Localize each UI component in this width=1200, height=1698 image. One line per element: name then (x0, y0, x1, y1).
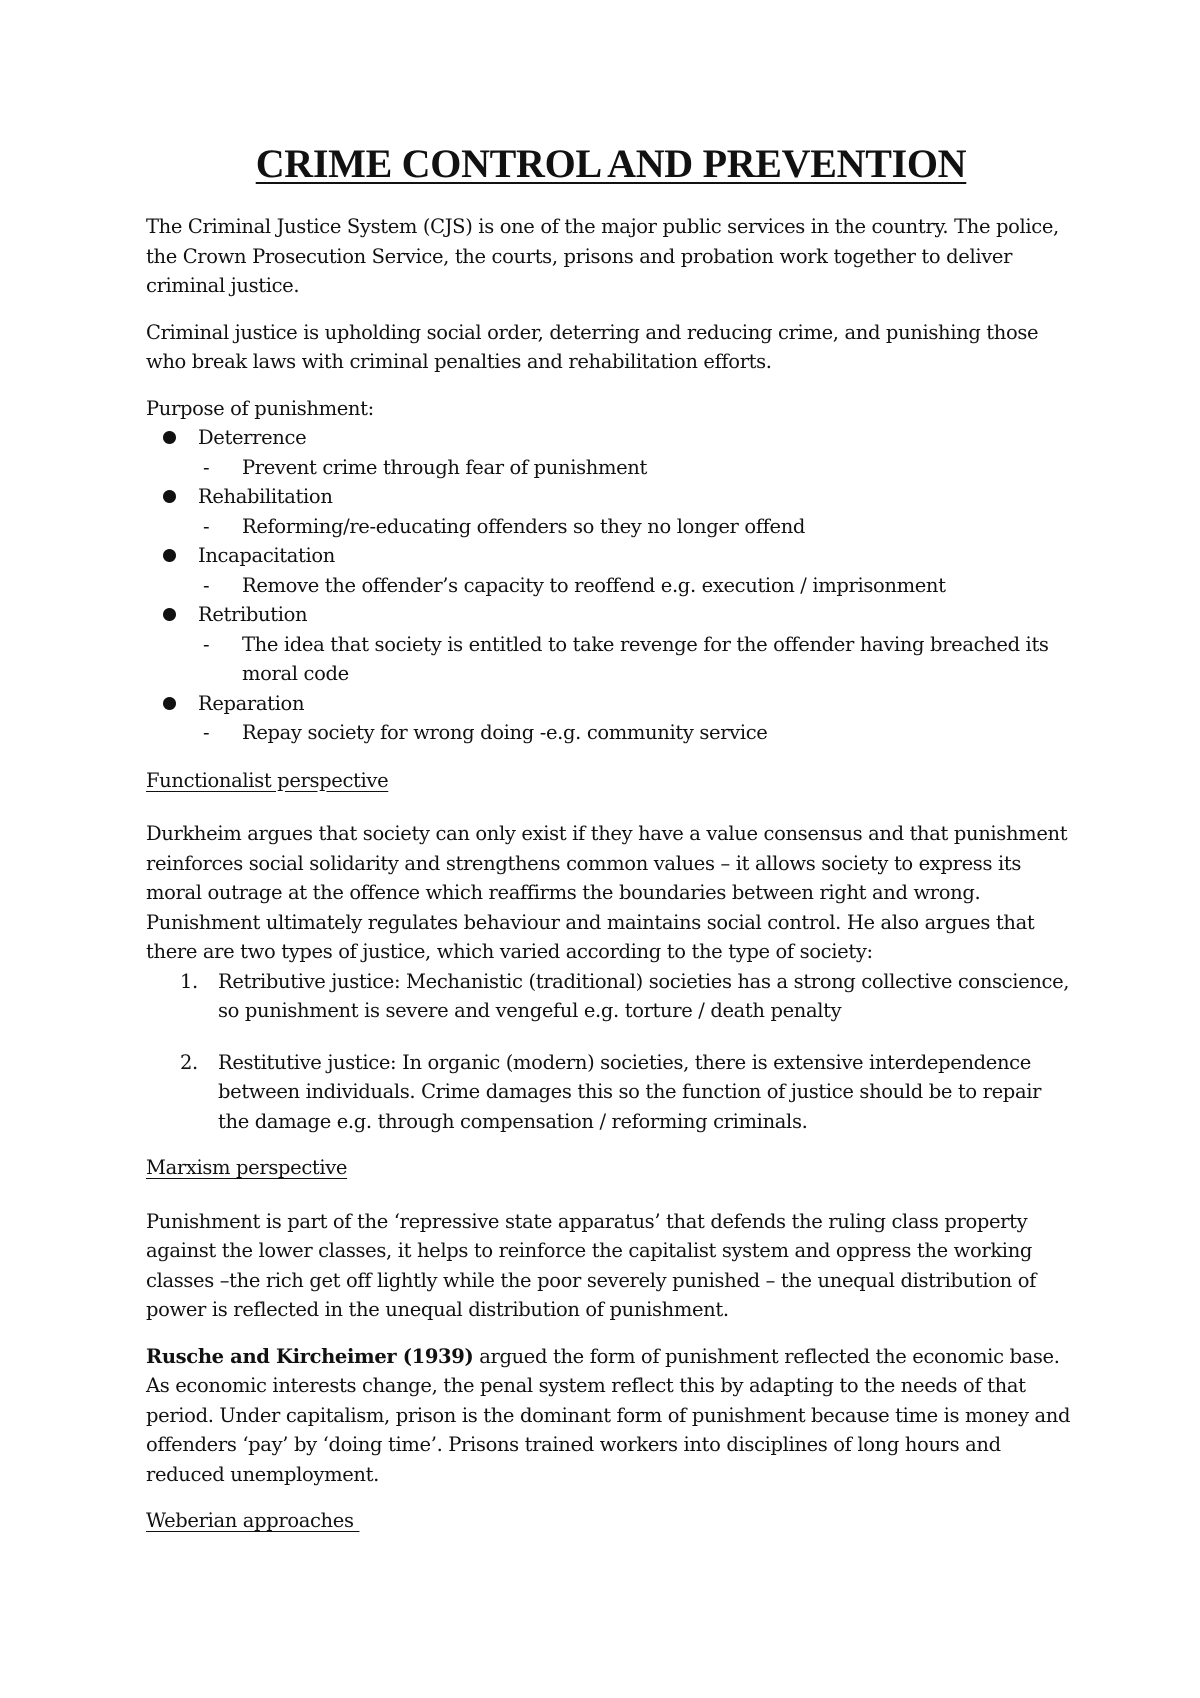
purpose-detail-text: Prevent crime through fear of punishment (242, 455, 647, 479)
purpose-item (146, 541, 1076, 600)
intro-paragraph-1: The Criminal Justice System (CJS) is one of the major public services in the country. The police, the Crown Prosecution Service, the courts, prisons and probation work together to deliver criminal justice. (146, 215, 1059, 297)
rusche-text: argued the form of punishment reflected the economic base. As economic interests change, the penal system reflect this by adapting to the needs of that period. Under capitalism, prison is the dominant form of punishment because time is money and offenders ‘pay’ by ‘doing time’. Prisons trained workers into disciplines of long hours and reduced unemployment. (146, 1344, 1071, 1486)
purpose-label: Incapacitation (198, 544, 336, 567)
purpose-detail-text: Reforming/re-educating offenders so they no longer offend (242, 514, 806, 538)
justice-type-text: Retributive justice: Mechanistic (traditional) societies has a strong collective conscience, so punishment is severe and vengeful e.g. torture / death penalty (218, 969, 1070, 1022)
purpose-detail (198, 512, 1076, 542)
bullet-dot-icon (163, 697, 176, 710)
functionalist-heading: Functionalist perspective (146, 768, 389, 792)
dash-marker: - (203, 721, 210, 744)
purposes-list (146, 423, 1076, 748)
justice-types-list (146, 967, 1076, 1137)
purpose-detail (198, 571, 1076, 601)
dash-marker: - (203, 632, 210, 656)
purpose-detail-text: Remove the offender’s capacity to reoffend e.g. execution / imprisonment (242, 573, 946, 597)
bullet-dot-icon (163, 490, 176, 503)
dash-marker: - (203, 573, 210, 597)
purpose-item (146, 600, 1076, 689)
marxism-paragraph: Punishment is part of the ‘repressive state apparatus’ that defends the ruling class property against the lower classes, it helps to reinforce the capitalist system and oppress the working classes –the rich get off lightly while the poor severely punished – the unequal distribution of power is reflected in the unequal distribution of punishment. (146, 1209, 1036, 1321)
justice-type-item (146, 967, 1076, 1026)
dash-marker: - (203, 514, 210, 538)
dash-marker: - (203, 455, 210, 479)
purpose-detail (198, 718, 1076, 748)
bullet-dot-icon (163, 431, 176, 444)
weberian-heading: Weberian approaches (146, 1509, 360, 1532)
document-title: CRIME CONTROL AND PREVENTION (255, 141, 967, 186)
document-page (146, 140, 1076, 1560)
purpose-item (146, 482, 1076, 541)
purpose-label: Purpose of punishment: (146, 396, 374, 420)
intro-paragraph-2: Criminal justice is upholding social order, deterring and reducing crime, and punishing those who break laws with criminal penalties and rehabilitation efforts. (146, 320, 1039, 373)
bullet-dot-icon (163, 549, 176, 562)
purpose-detail-text: Repay society for wrong doing -e.g. community service (242, 721, 768, 744)
rusche-citation: Rusche and Kircheimer (1939) (146, 1344, 474, 1368)
purpose-item (146, 689, 1076, 748)
purpose-label: Reparation (198, 691, 305, 715)
marxism-heading: Marxism perspective (146, 1156, 348, 1179)
purpose-detail (198, 453, 1076, 483)
purpose-item (146, 423, 1076, 482)
purpose-label: Deterrence (198, 426, 307, 449)
justice-type-item (146, 1048, 1076, 1137)
list-number: 1. (180, 969, 198, 993)
purpose-label: Retribution (198, 603, 308, 626)
justice-type-text: Restitutive justice: In organic (modern) societies, there is extensive interdependence between individuals. Crime damages this so the function of justice should be to repair the damage e.g. through compensation / reforming criminals. (218, 1050, 1042, 1133)
list-number: 2. (180, 1050, 198, 1074)
rusche-paragraph (146, 1342, 1076, 1490)
purpose-detail (198, 630, 1076, 689)
functionalist-paragraph: Durkheim argues that society can only exist if they have a value consensus and that punishment reinforces social solidarity and strengthens common values – it allows society to express its moral outrage at the offence which reaffirms the boundaries between right and wrong. Punishment ultimately regulates behaviour and maintains social control. He also argues that there are two types of justice, which varied according to the type of society: (146, 822, 1068, 963)
bullet-dot-icon (163, 608, 176, 621)
purpose-detail-text: The idea that society is entitled to take revenge for the offender having breached its moral code (242, 632, 1049, 685)
purpose-label: Rehabilitation (198, 485, 333, 508)
